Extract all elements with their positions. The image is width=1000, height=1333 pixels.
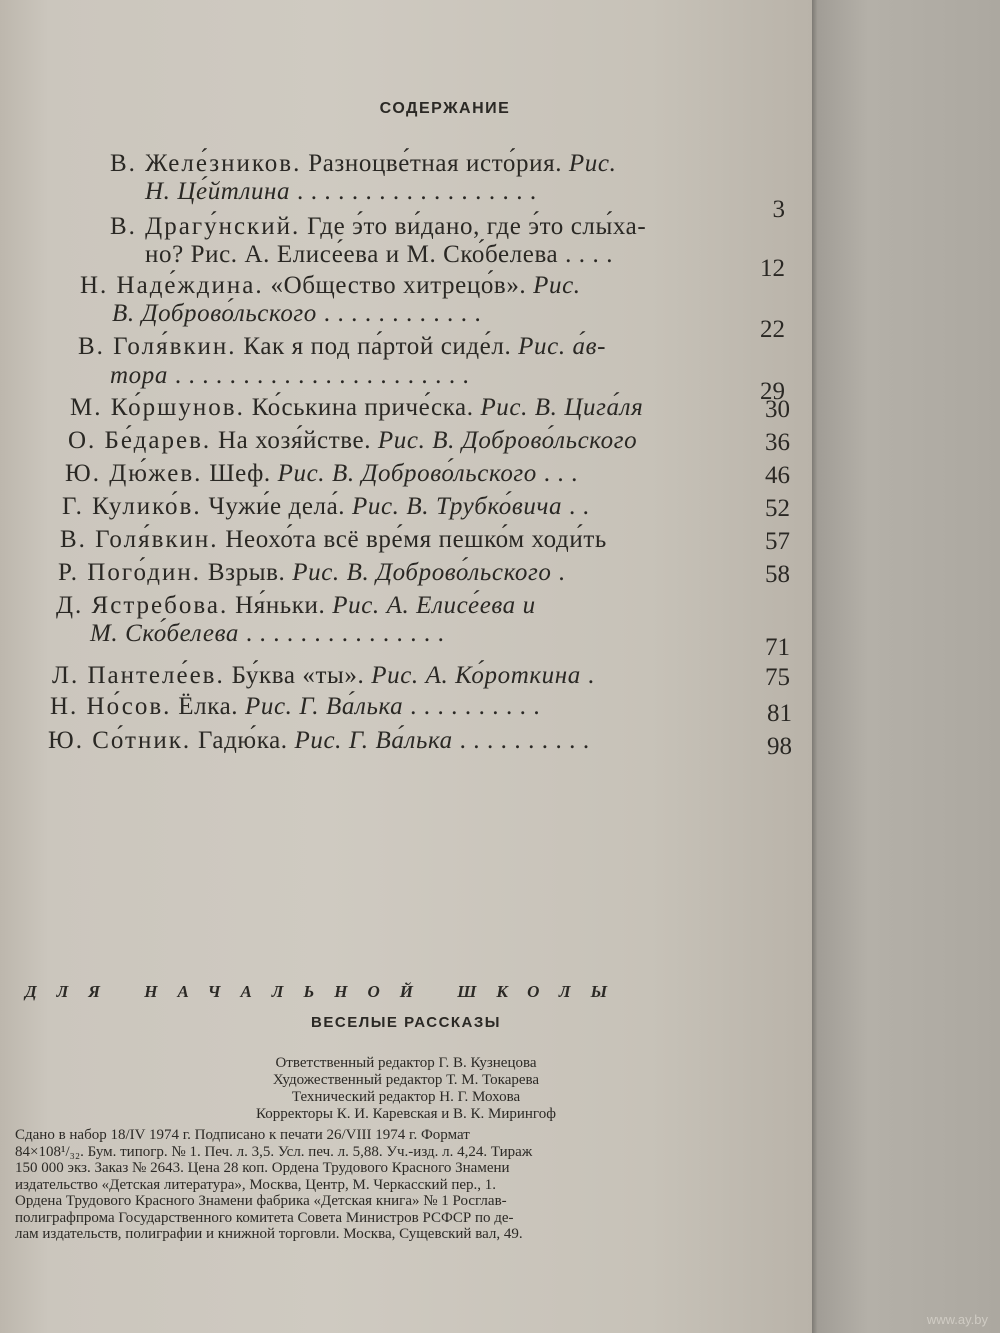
toc-title: Гадю́ка. [197, 727, 288, 754]
toc-entry-line [70, 394, 643, 422]
imprint-line: Ордена Трудового Красного Знамени фабрика «Детская книга» № 1 Росглав- [15, 1193, 507, 1209]
toc-page-number: 75 [765, 664, 790, 691]
toc-title: Как я под па́ртой сиде́л. [243, 333, 512, 360]
toc-author: В. Драгу́нский. [110, 213, 301, 240]
toc-entry-line: Ю. Дю́жев. Шеф. Рис. В. Доброво́льского . . . [65, 460, 578, 487]
toc-page-number: 58 [765, 561, 790, 588]
page-edge [812, 0, 1000, 1333]
toc-title: Ёлка. [178, 693, 239, 720]
toc-entry-line: М. Ско́белева . . . . . . . . . . . . . . . [90, 620, 445, 647]
toc-page-number: 81 [767, 700, 792, 727]
toc-entry-line: Г. Кулико́в. Чужи́е дела́. Рис. В. Трубко́вича . . [62, 493, 590, 520]
credit-line: Корректоры К. И. Каревская и В. К. Мирингоф [256, 1106, 556, 1122]
toc-illustrator: Рис. В. Доброво́льского [277, 460, 537, 487]
imprint-line: 150 000 экз. Заказ № 2643. Цена 28 коп. Ордена Трудового Красного Знамени [15, 1160, 510, 1176]
toc-author: О. Бе́дарев. [68, 427, 212, 454]
watermark: www.ay.by [926, 1312, 988, 1327]
toc-entry-line [110, 213, 646, 241]
toc-title: Разноцве́тная исто́рия. [308, 150, 563, 177]
toc-heading: СОДЕРЖАНИЕ [379, 100, 511, 117]
imprint-line: 84×108¹/₃₂. Бум. типогр. № 1. Печ. л. 3,5. Усл. печ. л. 5,88. Уч.-изд. л. 4,24. Тираж [15, 1143, 533, 1160]
table-of-contents [0, 0, 812, 780]
toc-illustrator: тора [110, 362, 168, 389]
toc-illustrator: Рис. В. Трубко́вича [352, 493, 563, 520]
toc-illustrator: Рис. А. Елисе́ева и [332, 592, 536, 619]
toc-page-number: 98 [767, 733, 792, 760]
toc-title: Чужи́е дела́. [208, 493, 346, 520]
toc-illustrator: Рис. Г. Ва́лька [244, 693, 404, 720]
toc-author: Н. Но́сов. [50, 693, 172, 720]
toc-page-number: 22 [760, 316, 785, 343]
toc-author: Р. Пого́дин. [58, 559, 201, 586]
toc-author: Л. Пантеле́ев. [52, 662, 225, 689]
toc-illustrator: В. Доброво́льского [112, 300, 317, 327]
toc-entry-line [68, 427, 637, 455]
toc-illustrator: Рис. [568, 150, 617, 177]
book-title: ВЕСЕЛЫЕ РАССКАЗЫ [311, 1014, 501, 1031]
toc-entry-line [80, 272, 581, 300]
toc-page-number: 36 [765, 429, 790, 456]
toc-illustrator: Н. Це́йтлина [145, 178, 291, 205]
toc-entry-line: Ю. Со́тник. Гадю́ка. Рис. Г. Ва́лька . . . . . . . . . . [48, 727, 590, 754]
toc-page-number: 57 [765, 528, 790, 555]
toc-title: Бу́ква «ты». [231, 662, 365, 689]
toc-author: Д. Ястребова. [56, 592, 229, 619]
toc-author: Н. Наде́ждина. [80, 272, 264, 299]
toc-entry-line: Н. Но́сов. Ёлка. Рис. Г. Ва́лька . . . . . . . . . . [50, 693, 541, 720]
toc-page-number: 29 [760, 378, 785, 405]
toc-author: Ю. Дю́жев. [65, 460, 203, 487]
toc-page-number: 12 [760, 255, 785, 282]
toc-title: Шеф. [209, 460, 271, 487]
toc-author: В. Голя́вкин. [78, 333, 237, 360]
toc-illustrator: Рис. Г. Ва́лька [294, 727, 453, 754]
toc-author: Г. Кулико́в. [62, 493, 202, 520]
toc-entry-line: Л. Пантеле́ев. Бу́ква «ты». Рис. А. Ко́роткина . [52, 662, 595, 689]
toc-title: Взрыв. [207, 559, 286, 586]
toc-title: Неохо́та всё вре́мя пешко́м ходи́ть [225, 526, 607, 553]
toc-illustrator: Рис. В. Доброво́льского [377, 427, 638, 454]
toc-entry-line [110, 150, 616, 178]
credit-line: Технический редактор Н. Г. Мохова [291, 1089, 521, 1105]
toc-page-number: 71 [765, 634, 790, 661]
toc-title: На хозя́йстве. [218, 427, 372, 454]
toc-author: Ю. Со́тник. [48, 727, 192, 754]
toc-title: Ня́ньки. [235, 592, 326, 619]
toc-illustrator: М. Ско́белева [90, 620, 239, 647]
toc-entry-line: но? Рис. А. Елисе́ева и М. Ско́белева . . . . [145, 241, 614, 268]
credit-line: Ответственный редактор Г. В. Кузнецова [275, 1055, 537, 1071]
toc-author: М. Ко́ршунов. [70, 394, 245, 421]
toc-page-number: 30 [765, 396, 790, 423]
credit-line: Художественный редактор Т. М. Токарева [272, 1072, 540, 1088]
toc-illustrator: Рис. В. Доброво́льского [292, 559, 552, 586]
toc-author: В. Голя́вкин. [60, 526, 219, 553]
toc-page-number: 46 [765, 462, 790, 489]
toc-title-continued: но? Рис. А. Елисе́ева и М. Ско́белева [145, 241, 559, 268]
series-title: ДЛЯ НАЧАЛЬНОЙ ШКОЛЫ [25, 982, 628, 1001]
toc-illustrator: Рис. [533, 272, 581, 299]
toc-entry-line: Р. Пого́дин. Взрыв. Рис. В. Доброво́льского . [58, 559, 566, 586]
toc-author: В. Желе́зников. [110, 150, 302, 177]
toc-entry-line [56, 592, 536, 620]
toc-illustrator: Рис. а́в- [518, 333, 607, 360]
imprint-line: издательство «Детская литература», Москва, Центр, М. Черкасский пер., 1. [15, 1176, 497, 1193]
toc-title: Ко́ськина приче́ска. [251, 394, 474, 421]
toc-title: «Общество хитрецо́в». [270, 272, 527, 299]
imprint-block [15, 1127, 795, 1243]
toc-page-number: 52 [765, 495, 790, 522]
toc-entry-line: тора . . . . . . . . . . . . . . . . . . . . . . [110, 362, 470, 389]
imprint-line: лам издательств, полиграфии и книжной торговли. Москва, Сущевский вал, 49. [15, 1226, 523, 1242]
imprint-line: полиграфпрома Государственного комитета Совета Министров РСФСР по де- [15, 1209, 514, 1226]
toc-title: Где э́то ви́дано, где э́то слы́ха- [307, 213, 647, 240]
toc-illustrator: Рис. А. Ко́роткина [371, 662, 581, 689]
toc-entry-line [78, 333, 606, 361]
toc-entry-line: В. Доброво́льского . . . . . . . . . . . . [112, 300, 482, 327]
toc-entry-line [60, 526, 607, 554]
toc-illustrator: Рис. В. Цига́ля [480, 394, 644, 421]
toc-page-number: 3 [772, 196, 785, 223]
imprint-line: Сдано в набор 18/IV 1974 г. Подписано к печати 26/VIII 1974 г. Формат [15, 1127, 470, 1143]
toc-entry-line: Н. Це́йтлина . . . . . . . . . . . . . . . . . . [145, 178, 537, 205]
